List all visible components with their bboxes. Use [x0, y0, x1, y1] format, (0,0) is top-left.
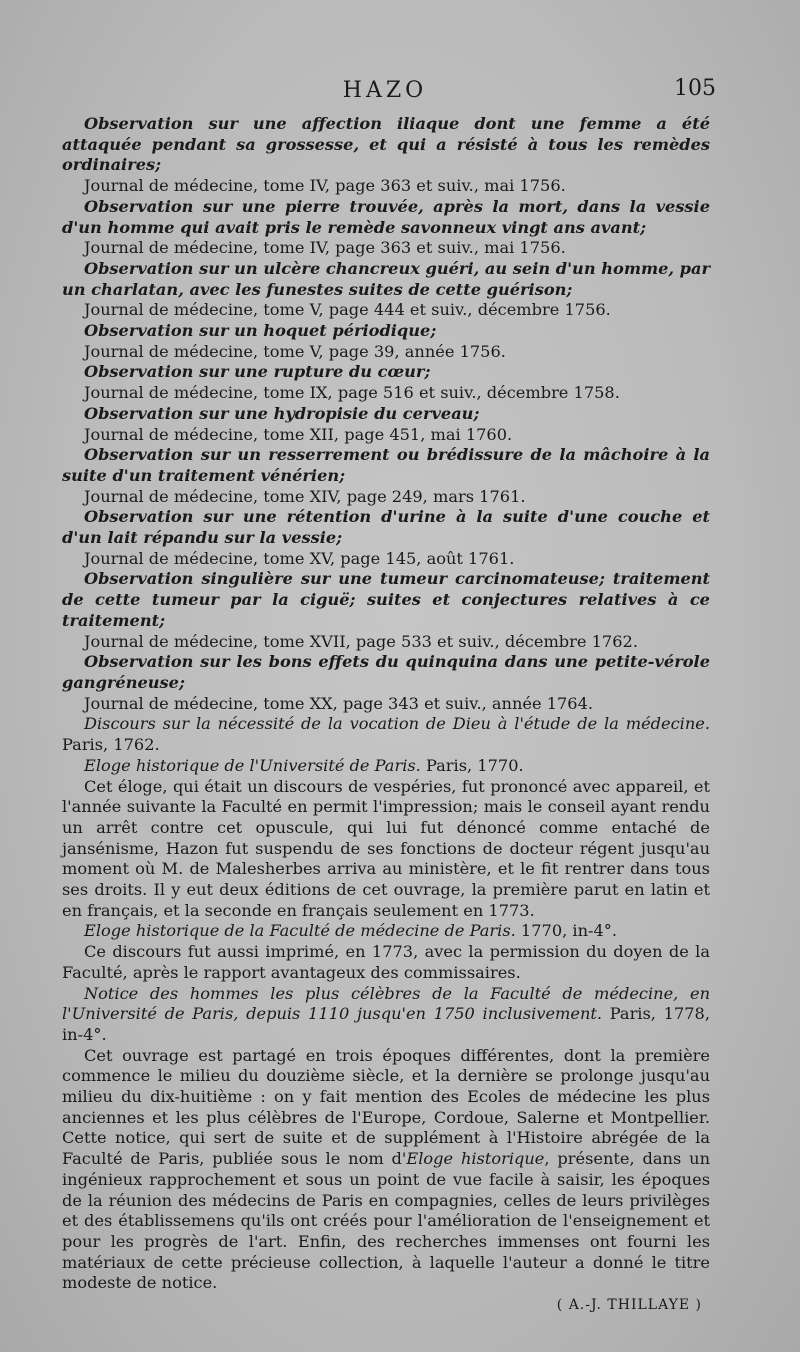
- work-entry: [62, 714, 710, 755]
- entry-title: Observation sur une hydropisie du cerveau;: [84, 403, 480, 423]
- journal-reference: Journal de médecine, tome XV, page 145, août 1761.: [84, 548, 515, 568]
- work-imprint: Paris, 1778, in-4°.: [62, 1004, 710, 1044]
- body-paragraph: Ce discours fut aussi imprimé, en 1773, avec la permission du doyen de la Faculté, après le rapport avantageux des commissaires.: [62, 942, 710, 982]
- work-imprint: Paris, 1762.: [62, 735, 160, 755]
- work-title: Notice des hommes les plus célèbres de la Faculté de médecine, en l'Université de Paris, depuis 1110 jusqu'en 1750 inclusivement.: [62, 983, 710, 1024]
- work-entry: [62, 921, 710, 942]
- entry-title: Observation sur une rétention d'urine à la suite d'une couche et d'un lait répandu sur la vessie;: [62, 507, 710, 548]
- cited-title: Eloge historique: [406, 1149, 545, 1169]
- work-entry: [62, 984, 710, 1046]
- work-title: Eloge historique de la Faculté de médecine de Paris.: [84, 921, 516, 941]
- journal-reference: Journal de médecine, tome XX, page 343 et suiv., année 1764.: [84, 693, 594, 713]
- work-imprint: 1770, in-4°.: [515, 921, 618, 941]
- journal-reference: Journal de médecine, tome XII, page 451, mai 1760.: [84, 424, 513, 444]
- journal-reference: Journal de médecine, tome V, page 444 et suiv., décembre 1756.: [84, 300, 611, 320]
- journal-reference: Journal de médecine, tome IV, page 363 et suiv., mai 1756.: [84, 176, 566, 196]
- author-signature: ( A.-J. THILLAYE ): [556, 1297, 702, 1314]
- body-paragraph: [62, 1046, 710, 1294]
- entry-title: Observation sur un hoquet périodique;: [84, 321, 437, 341]
- paragraph-text: Cet ouvrage est partagé en trois époques différentes, dont la première commence le milieu du douzième siècle, et la dernière se prolonge jusqu'au milieu du dix-huitième : on y fait mention des Ecoles de médecine les plus anciennes et les plus célèbres de l'Europe, Cordoue, Salerne et Montpellier. Cette notice, qui sert de suite et de supplément à l'Histoire abrégée de la Faculté de Paris, publiée sous le nom d': [62, 1045, 710, 1169]
- paragraph-text: , présente, dans un ingénieux rapprochement et sous un point de vue facile à saisir, les époques de la réunion des médecins de Paris en compagnies, celles de leurs privilèges et des établissemens qu'ils ont créés pour l'amélioration de l'enseignement et pour les progrès de l'art. Enfin, des recherches immenses ont fourni les matériaux de cette précieuse collection, à laquelle l'auteur a donné le titre modeste de notice.: [62, 1149, 710, 1293]
- work-imprint: Paris, 1770.: [420, 755, 524, 775]
- entry-title: Observation sur les bons effets du quinquina dans une petite-vérole gangréneuse;: [62, 652, 710, 692]
- entry-title: Observation sur une affection iliaque dont une femme a été attaquée pendant sa grossesse, et qui a résisté à tous les remèdes ordinaires;: [62, 114, 710, 175]
- work-title: Discours sur la nécessité de la vocation de Dieu à l'étude de la médecine.: [84, 714, 710, 734]
- body-paragraph: Cet éloge, qui était un discours de vespéries, fut prononcé avec appareil, et l'année suivante la Faculté en permit l'impression; mais le conseil ayant rendu un arrêt contre cet opuscule, qui lui fut dénoncé comme entaché de jansénisme, Hazon fut suspendu de ses fonctions de docteur régent jusqu'au moment où M. de Malesherbes arriva au ministère, et le fit rentrer dans tous ses droits. Il y eut deux éditions de cet ouvrage, la première parut en latin et en français, et la seconde en français seulement en 1773.: [62, 776, 710, 920]
- entry-title: Observation sur un ulcère chancreux guéri, au sein d'un homme, par un charlatan, avec les funestes suites de cette guérison;: [62, 258, 710, 299]
- journal-reference: Journal de médecine, tome IV, page 363 et suiv., mai 1756.: [84, 238, 566, 258]
- page-number: 105: [674, 76, 716, 101]
- page-header: [60, 76, 716, 110]
- page-body: [62, 114, 710, 1330]
- journal-reference: Journal de médecine, tome XVII, page 533 et suiv., décembre 1762.: [84, 631, 638, 651]
- work-title: Eloge historique de l'Université de Paris.: [84, 755, 421, 775]
- journal-reference: Journal de médecine, tome IX, page 516 et suiv., décembre 1758.: [84, 383, 620, 403]
- entry-title: Observation sur un resserrement ou brédissure de la mâchoire à la suite d'un traitement vénérien;: [62, 445, 710, 485]
- work-entry: [62, 756, 710, 777]
- entry-title: Observation sur une pierre trouvée, après la mort, dans la vessie d'un homme qui avait pris le remède savonneux vingt ans avant;: [62, 196, 710, 237]
- entry-title: Observation singulière sur une tumeur carcinomateuse; traitement de cette tumeur par la ciguë; suites et conjectures relatives à ce traitement;: [62, 569, 710, 630]
- entry-title: Observation sur une rupture du cœur;: [84, 362, 431, 382]
- journal-reference: Journal de médecine, tome XIV, page 249, mars 1761.: [84, 486, 526, 506]
- journal-reference: Journal de médecine, tome V, page 39, année 1756.: [84, 341, 506, 361]
- running-head: HAZO: [342, 78, 428, 103]
